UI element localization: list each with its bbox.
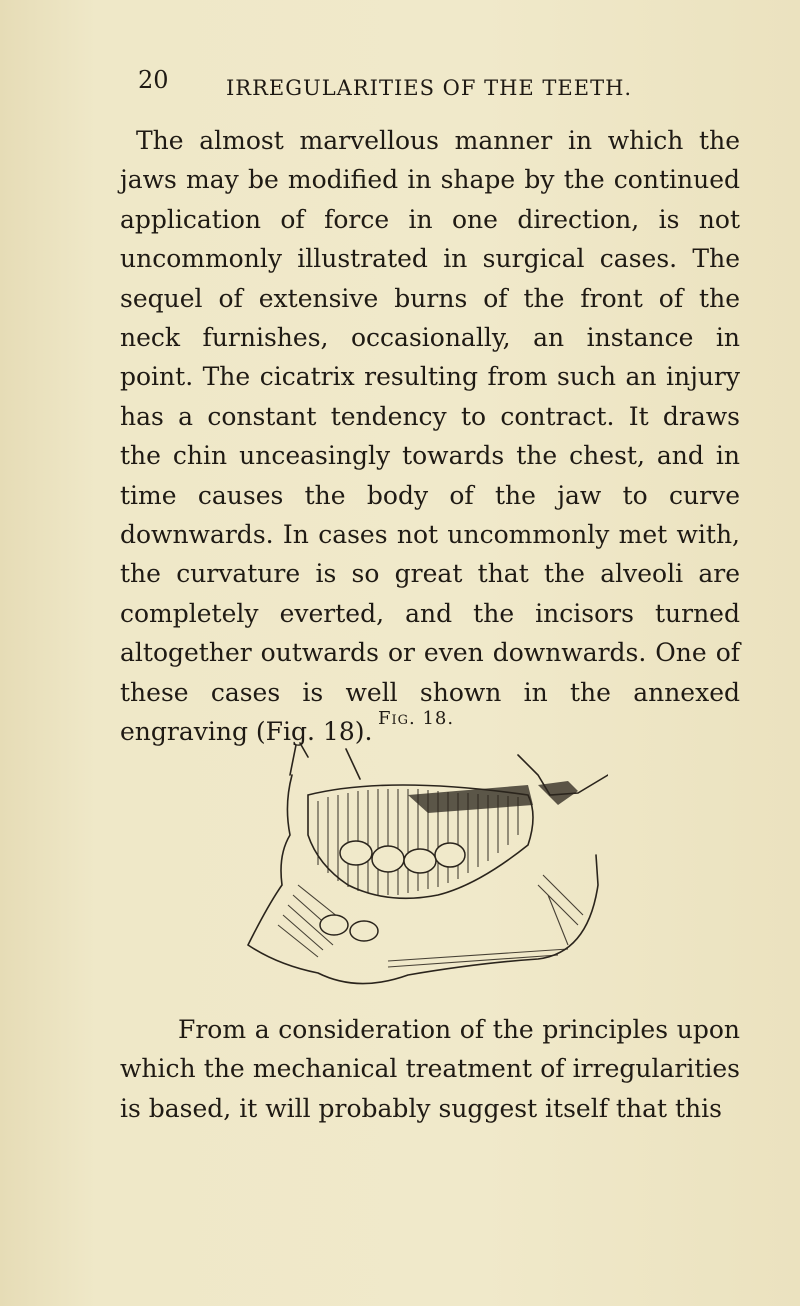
jaw-engraving-illustration xyxy=(238,735,608,1001)
paragraph-1: The almost marvellous manner in which the jaws may be modified in shape by the continued application of force in one direction, is not uncommonly illustrated in surgical cases. The sequel of extensive burns of the front of the neck furnishes, occasionally, an instance in point. The cicatrix resulting from such an injury has a constant tendency to contract. It draws the chin unceasingly towards the chest, and in time causes the body of the jaw to curve downwards. In cases not uncommonly met with, the curvature is so great that the alveoli are completely everted, and the incisors turned altogether outwards or even downwards. One of these cases is well shown in the annexed engraving (Fig. 18). xyxy=(120,126,740,747)
paragraph-2: From a consideration of the principles upon which the mechanical treatment of irregularities is based, it will probably suggest itself that this xyxy=(120,1015,740,1123)
page-number: 20 xyxy=(138,66,169,94)
running-head: IRREGULARITIES OF THE TEETH. xyxy=(226,76,633,100)
figure-caption: Fig. 18. xyxy=(378,708,455,729)
